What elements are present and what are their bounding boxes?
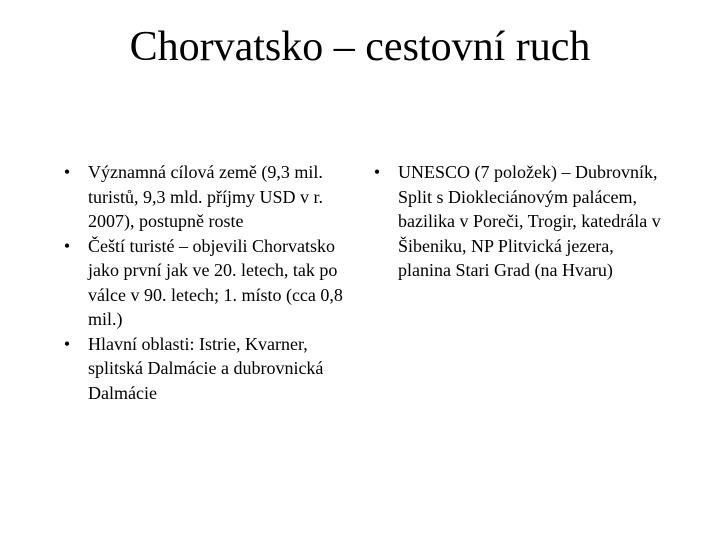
list-item bbox=[368, 160, 668, 283]
bullet-text: Čeští turisté – objevili Chorvatsko jako první jak ve 20. letech, tak po válce v 90. letech; 1. místo (cca 0,8 mil.) bbox=[88, 235, 343, 329]
list-item bbox=[58, 160, 363, 234]
slide-title: Chorvatsko – cestovní ruch bbox=[129, 24, 591, 70]
bullet-icon: • bbox=[63, 162, 71, 182]
list-item bbox=[58, 332, 363, 406]
bullet-text: Hlavní oblasti: Istrie, Kvarner, splitská Dalmácie a dubrovnická Dalmácie bbox=[88, 333, 324, 403]
bullet-icon: • bbox=[63, 333, 71, 354]
bullet-icon: • bbox=[373, 162, 381, 182]
bullet-text: UNESCO (7 položek) – Dubrovník, Split s Diokleciánovým palácem, bazilika v Poreči, Trogir, katedrála v Šibeniku, NP Plitvická jezera, planina Stari Grad (na Hvaru) bbox=[398, 162, 661, 280]
left-bullet-list bbox=[58, 160, 363, 405]
bullet-text: Významná cílová země (9,3 mil. turistů, 9,3 mld. příjmy USD v r. 2007), postupně roste bbox=[88, 162, 324, 231]
bullet-icon: • bbox=[63, 235, 71, 256]
list-item bbox=[58, 234, 363, 332]
right-bullet-list bbox=[368, 160, 668, 283]
